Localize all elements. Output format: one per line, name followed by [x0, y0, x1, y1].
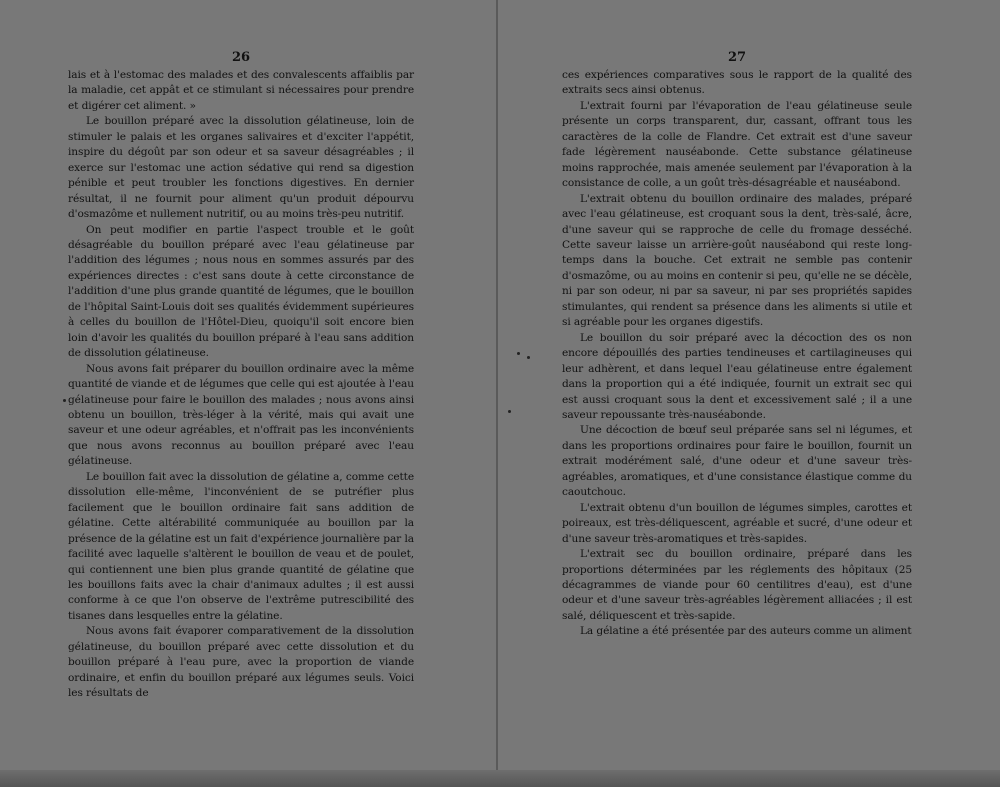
paragraph: La gélatine a été présentée par des auteurs comme un aliment [580, 625, 912, 638]
book-gutter [496, 0, 498, 787]
paragraph: Une décoction de bœuf seul préparée sans sel ni légumes, et dans les proportions ordinaires pour faire le bouillon, fournit un extrait modérément salé, d'une odeur et d'une saveur très-agréables, aromatiques, et d'une consistance élastique comme du caoutchouc. [562, 424, 912, 499]
ink-speck [527, 356, 530, 359]
paragraph: Nous avons fait préparer du bouillon ordinaire avec la même quantité de viande et de légumes que celle qui est ajoutée à l'eau gélatineuse pour faire le bouillon des malades ; nous avons ainsi obtenu un bouillon, très-léger à la vérité, mais qui avait une saveur et une odeur agréables, et n'offrait pas les inconvénients que nous avons reconnus au bouillon préparé avec l'eau gélatineuse. [68, 362, 414, 468]
paragraph: Le bouillon préparé avec la dissolution gélatineuse, loin de stimuler le palais et les organes salivaires et d'exciter l'appétit, inspire du dégoût par son odeur et sa saveur désagréables ; il exerce sur l'estomac une action sédative qui rend sa digestion pénible et peut troubler les fonctions digestives. En dernier résultat, il ne fournit pour aliment qu'un produit dépourvu d'osmazôme et nullement nutritif, ou au moins très-peu nutritif. [68, 115, 414, 221]
paragraph: Le bouillon du soir préparé avec la décoction des os non encore dépouillés des parties tendineuses et cartilagineuses qui leur adhèrent, et dans lequel l'eau gélatineuse entre également dans la proportion qui a été indiquée, fournit un extrait sec qui est aussi croquant sous la dent et excessivement salé ; il a une saveur repoussante très-nauséabonde. [562, 331, 912, 421]
right-page [562, 50, 912, 640]
left-page [68, 50, 414, 702]
paragraph: lais et à l'estomac des malades et des convalescents affaiblis par la maladie, cet appât et ce stimulant si nécessaires pour prendre et digérer cet aliment. » [68, 69, 414, 112]
paragraph: L'extrait fourni par l'évaporation de l'eau gélatineuse seule présente un corps transparent, dur, cassant, offrant tous les caractères de la colle de Flandre. Cet extrait est d'une saveur fade légèrement nauséabonde. Cette substance gélatineuse moins rapprochée, mais amenée seulement par l'évaporation à la consistance de colle, a un goût très-désagréable et nauséabond. [562, 99, 912, 190]
page-bottom-edge [0, 770, 1000, 787]
paragraph: L'extrait obtenu du bouillon ordinaire des malades, préparé avec l'eau gélatineuse, est croquant sous la dent, très-salé, âcre, d'une saveur qui se rapproche de celle du fromage desséché. Cette saveur laisse un arrière-goût nauséabond qui reste long-temps dans la bouche. Cet extrait ne semble pas contenir d'osmazôme, ou au moins en contenir si peu, qu'elle ne se décèle, ni par son odeur, ni par sa saveur, ni par ses propriétés sapides stimulantes, qui rendent sa présence dans les aliments si utile et si agréable pour les organes digestifs. [562, 192, 912, 329]
page-number: 26 [231, 50, 251, 65]
paragraph: L'extrait sec du bouillon ordinaire, préparé dans les proportions déterminées par les réglements des hôpitaux (25 décagrammes de viande pour 60 centilitres d'eau), est d'une odeur et d'une saveur très-agréables légèrement alliacées ; il est salé, déliquescent et très-sapide. [562, 548, 912, 622]
paragraph: ces expériences comparatives sous le rapport de la qualité des extraits secs ainsi obtenus. [562, 69, 912, 97]
ink-speck [508, 410, 511, 413]
paragraph: Nous avons fait évaporer comparativement de la dissolution gélatineuse, du bouillon préparé avec cette dissolution et du bouillon préparé à l'eau pure, avec la proportion de viande ordinaire, et enfin du bouillon préparé aux légumes seuls. Voici les résultats de [68, 625, 414, 700]
left-page-body [68, 68, 414, 702]
right-page-body [562, 68, 912, 640]
paragraph: L'extrait obtenu d'un bouillon de légumes simples, carottes et poireaux, est très-déliquescent, agréable et sucré, d'une odeur et d'une saveur très-aromatiques et très-sapides. [562, 501, 912, 545]
ink-speck [517, 352, 520, 355]
paragraph: On peut modifier en partie l'aspect trouble et le goût désagréable du bouillon préparé avec l'eau gélatineuse par l'addition des légumes ; nous nous en sommes assurés par des expériences directes : c'est sans doute à cette circonstance de l'addition d'une plus grande quantité de légumes, que le bouillon de l'hôpital Saint-Louis doit ses qualités évidemment supérieures à celles du bouillon de l'Hôtel-Dieu, quoiqu'il soit encore bien loin d'avoir les qualités du bouillon préparé à l'eau sans addition de dissolution gélatineuse. [68, 223, 414, 360]
ink-speck [63, 399, 66, 402]
page-number: 27 [727, 50, 747, 65]
paragraph: Le bouillon fait avec la dissolution de gélatine a, comme cette dissolution elle-même, l'inconvénient de se putréfier plus facilement que le bouillon ordinaire fait sans addition de gélatine. Cette altérabilité communiquée au bouillon par la présence de la gélatine est un fait d'expérience journalière par la facilité avec laquelle s'altèrent le bouillon de veau et de poulet, qui contiennent une bien plus grande quantité de gélatine que les bouillons faits avec la chair d'animaux adultes ; il est aussi conforme à ce que l'on observe de l'extrême putrescibilité des tisanes dans lesquelles entre la gélatine. [68, 470, 414, 622]
